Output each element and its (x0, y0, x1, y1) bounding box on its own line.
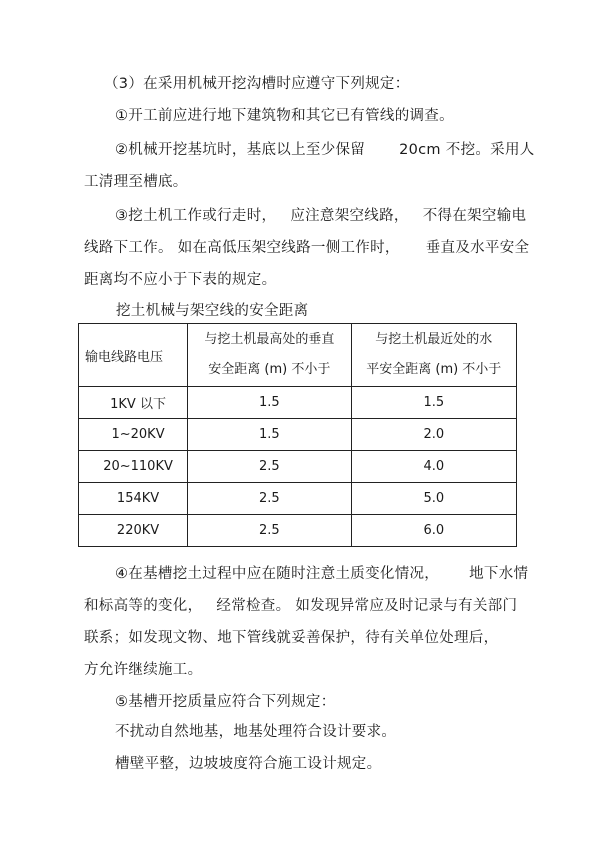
item-5-point-1: 不扰动自然地基，地基处理符合设计要求。 (115, 724, 397, 740)
table-row (79, 387, 517, 419)
cell-vertical: 2.5 (188, 515, 351, 547)
header-horizontal-line-1: 与挖土机最近处的水 (375, 332, 493, 347)
cell-horizontal: 1.5 (351, 387, 516, 419)
item-4-line-2 (84, 596, 517, 616)
table-row (79, 515, 517, 547)
item-4-text-b2: 经常检查。 如发现异常应及时记录与有关部门 (216, 598, 518, 614)
item-3-line-1 (115, 206, 526, 226)
cell-horizontal: 6.0 (351, 515, 516, 547)
item-3-text-a1: ③挖土机工作或行走时， (115, 208, 277, 224)
cell-horizontal: 2.0 (351, 419, 516, 451)
table-row (79, 483, 517, 515)
item-4-line-1 (115, 564, 528, 584)
cell-voltage: 220KV (79, 515, 188, 547)
item-2-text-a: ②机械开挖基坑时，基底以上至少保留 (115, 142, 366, 158)
cell-voltage: 20~110KV (79, 451, 188, 483)
item-5-point-2: 槽壁平整，边坡坡度符合施工设计规定。 (115, 756, 382, 772)
item-1-text: ①开工前应进行地下建筑物和其它已有管线的调查。 (115, 108, 454, 124)
item-4-text-b1: 和标高等的变化， (84, 598, 203, 614)
item-2-line-1 (115, 140, 535, 160)
table-header-row (79, 324, 517, 387)
header-vertical-line-1: 与挖土机最高处的垂直 (204, 332, 335, 347)
table-caption: 挖土机械与架空线的安全距离 (116, 303, 309, 319)
cell-horizontal: 5.0 (351, 483, 516, 515)
table-row (79, 451, 517, 483)
cell-vertical: 2.5 (188, 483, 351, 515)
cell-vertical: 2.5 (188, 451, 351, 483)
item-3-line-2 (84, 238, 529, 258)
item-4-text-a1: ④在基槽挖土过程中应在随时注意土质变化情况， (115, 566, 440, 582)
header-vertical-line-2: 安全距离 (m) 不小于 (208, 362, 331, 377)
item-4-text-a2: 地下水情 (469, 566, 529, 582)
item-3-text-a2: 应注意架空线路， (290, 208, 409, 224)
item-3-text-b1: 线路下工作。 如在高低压架空线路一侧工作时， (84, 240, 400, 256)
header-horizontal-distance (351, 324, 516, 387)
cell-voltage: 1KV 以下 (79, 387, 188, 419)
cell-vertical: 1.5 (188, 419, 351, 451)
item-3-line-3: 距离均不应小于下表的规定。 (84, 272, 277, 288)
safety-distance-table (78, 323, 517, 547)
item-3-text-a3: 不得在架空输电 (422, 208, 527, 224)
header-horizontal-line-2: 平安全距离 (m) 不小于 (366, 362, 502, 377)
section-3-title: （3）在采用机械开挖沟槽时应遵守下列规定： (104, 76, 410, 92)
cell-horizontal: 4.0 (351, 451, 516, 483)
table-row (79, 419, 517, 451)
cell-voltage: 154KV (79, 483, 188, 515)
item-4-line-4: 方允许继续施工。 (84, 662, 203, 678)
cell-vertical: 1.5 (188, 387, 351, 419)
item-4-line-3: 联系；如发现文物、地下管线就妥善保护，待有关单位处理后， (84, 630, 499, 646)
item-2-line-2: 工清理至槽底。 (84, 174, 188, 190)
header-vertical-distance (188, 324, 351, 387)
cell-voltage: 1~20KV (79, 419, 188, 451)
header-voltage: 输电线路电压 (79, 324, 188, 387)
item-3-text-b2: 垂直及水平安全 (425, 240, 530, 256)
item-2-text-b: 20cm 不挖。采用人 (399, 142, 535, 158)
item-5-title: ⑤基槽开挖质量应符合下列规定： (115, 694, 336, 710)
